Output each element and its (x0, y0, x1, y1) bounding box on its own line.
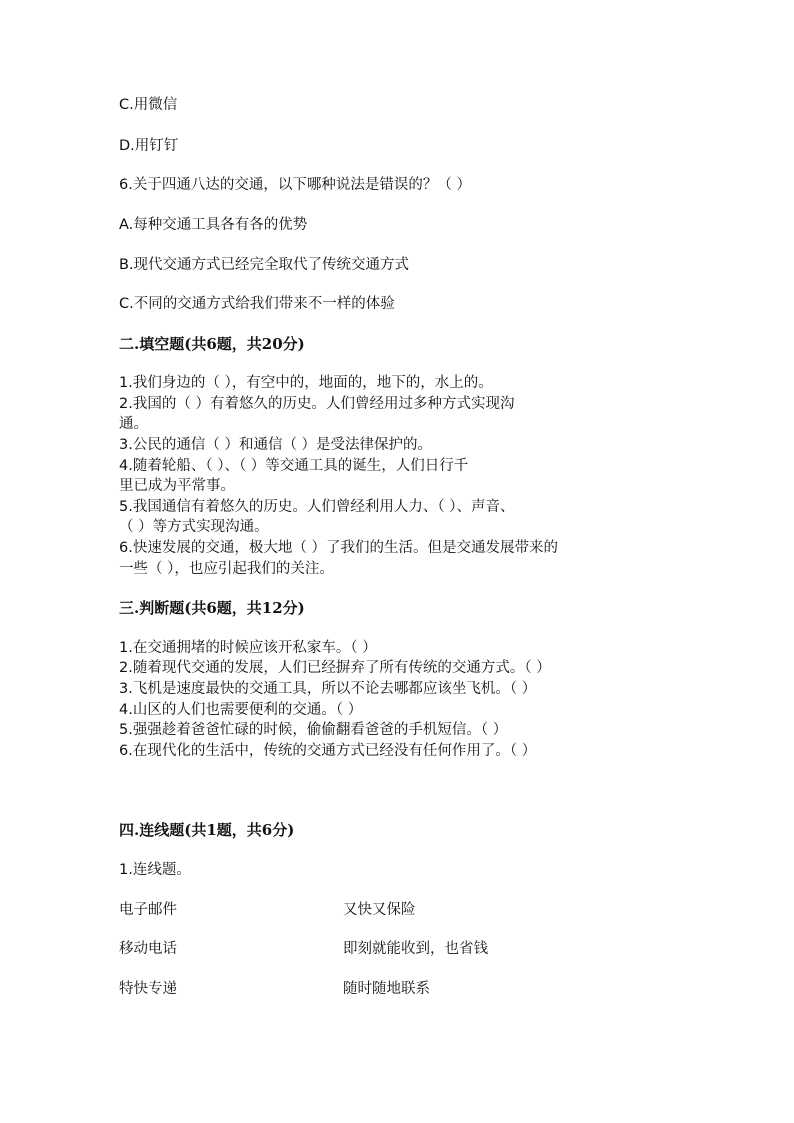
fill-blank-line: 一些（ ），也应引起我们的关注。 (119, 561, 334, 577)
fill-blank-line: 1.我们身边的（ ），有空中的，地面的，地下的，水上的。 (119, 375, 493, 391)
q6-option-a: A.每种交通工具各有各的优势 (119, 217, 308, 233)
matching-right-item[interactable]: 随时随地联系 (343, 981, 430, 997)
judge-line: 1.在交通拥堵的时候应该开私家车。（ ） (119, 640, 377, 656)
fill-blank-line: 5.我国通信有着悠久的历史。人们曾经利用人力、（ ）、声音、 (119, 499, 515, 515)
fill-blank-line: 3.公民的通信（ ）和通信（ ）是受法律保护的。 (119, 437, 433, 453)
matching-left-item[interactable]: 电子邮件 (119, 902, 177, 918)
fill-blank-line: （ ）等方式实现沟通。 (119, 519, 269, 535)
matching-heading: 四.连线题(共1题，共6分) (119, 821, 295, 839)
matching-question: 1.连线题。 (119, 862, 191, 878)
q5-option-d: D.用钉钉 (119, 138, 179, 154)
judge-line: 6.在现代化的生活中，传统的交通方式已经没有任何作用了。（ ） (119, 743, 537, 759)
judge-heading: 三.判断题(共6题，共12分) (119, 599, 305, 617)
matching-left-item[interactable]: 移动电话 (119, 941, 177, 957)
judge-line: 3.飞机是速度最快的交通工具，所以不论去哪都应该坐飞机。（ ） (119, 681, 537, 697)
fill-blank-line: 2.我国的（ ）有着悠久的历史。人们曾经用过多种方式实现沟 (119, 396, 515, 412)
fill-blank-line: 4.随着轮船、（ ）、（ ）等交通工具的诞生，人们日行千 (119, 458, 469, 474)
matching-right-item[interactable]: 又快又保险 (343, 902, 416, 918)
judge-line: 2.随着现代交通的发展，人们已经摒弃了所有传统的交通方式。（ ） (119, 660, 551, 676)
fill-blank-heading: 二.填空题(共6题，共20分) (119, 335, 305, 353)
judge-line: 4.山区的人们也需要便利的交通。（ ） (119, 702, 363, 718)
fill-blank-line: 通。 (119, 416, 148, 432)
matching-left-item[interactable]: 特快专递 (119, 981, 177, 997)
matching-right-item[interactable]: 即刻就能收到，也省钱 (343, 941, 488, 957)
q6-option-b: B.现代交通方式已经完全取代了传统交通方式 (119, 257, 410, 273)
q5-option-c: C.用微信 (119, 97, 178, 113)
q6-stem: 6.关于四通八达的交通，以下哪种说法是错误的？（ ） (119, 177, 471, 193)
judge-line: 5.强强趁着爸爸忙碌的时候，偷偷翻看爸爸的手机短信。（ ） (119, 722, 508, 738)
q6-option-c: C.不同的交通方式给我们带来不一样的体验 (119, 296, 395, 312)
fill-blank-line: 里已成为平常事。 (119, 478, 235, 494)
fill-blank-line: 6.快速发展的交通，极大地（ ）了我们的生活。但是交通发展带来的 (119, 540, 558, 556)
